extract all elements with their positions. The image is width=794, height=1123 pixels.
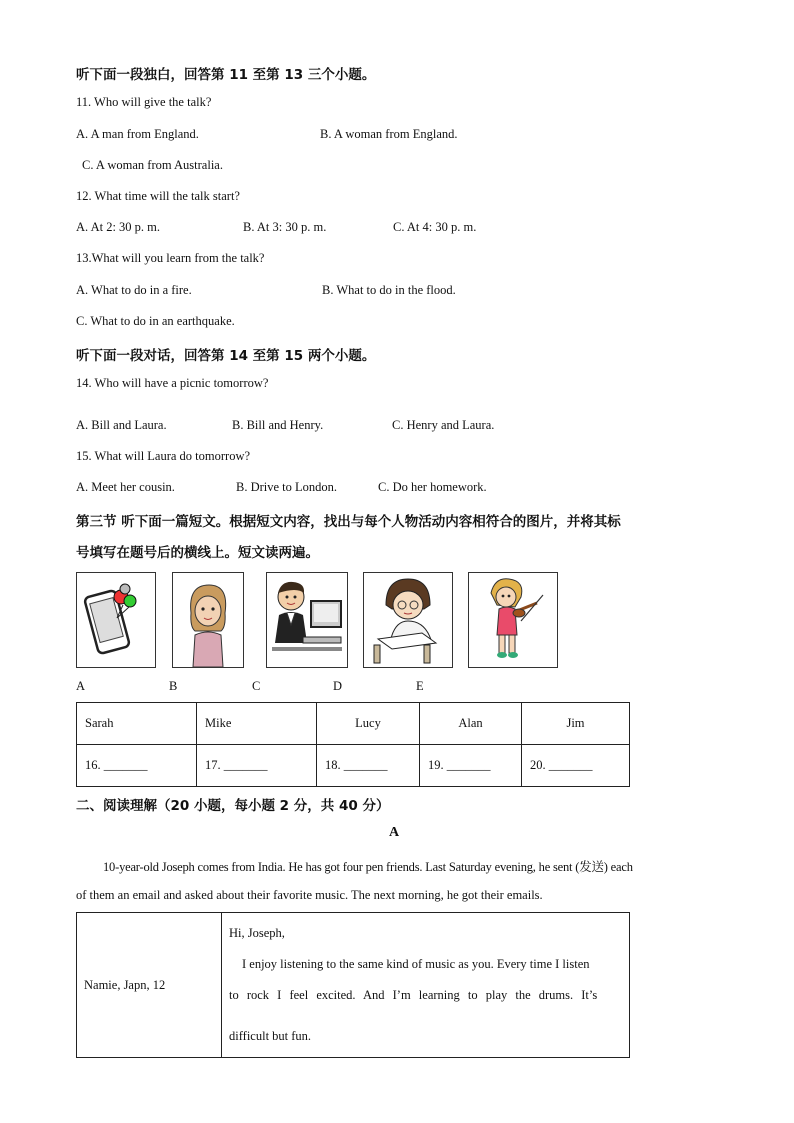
answer-blank[interactable]: 16. _______ (77, 745, 197, 787)
q15-option-b: B. Drive to London. (236, 480, 338, 494)
picture-b (172, 572, 244, 668)
answer-blank[interactable]: 19. _______ (420, 745, 522, 787)
name-cell: Sarah (77, 703, 197, 745)
email-table (76, 912, 630, 1058)
picture-c (266, 572, 348, 668)
section2-heading: 听下面一段对话，回答第 14 至第 15 两个小题。 (76, 348, 376, 364)
q15-stem: 15. What will Laura do tomorrow? (76, 449, 251, 463)
girl-playing-violin-icon (469, 573, 557, 667)
section3-heading-line2: 号填写在题号后的横线上。短文读两遍。 (76, 545, 319, 561)
q12-option-c: C. At 4: 30 p. m. (393, 220, 477, 234)
q12-option-b: B. At 3: 30 p. m. (243, 220, 327, 234)
name-cell: Mike (197, 703, 317, 745)
email-sender: Namie, Japn, 12 (77, 913, 222, 1058)
section3-heading-line1: 第三节 听下面一篇短文。根据短文内容，找出与每个人物活动内容相符合的图片，并将其标 (76, 514, 621, 530)
q14-stem: 14. Who will have a picnic tomorrow? (76, 376, 269, 390)
q14-option-a: A. Bill and Laura. (76, 418, 167, 432)
girl-writing-at-desk-icon (364, 573, 452, 667)
picture-label-c: C (252, 679, 261, 693)
q11-stem: 11. Who will give the talk? (76, 95, 212, 109)
email-line: to rock I feel excited. And I’m learning to play the drums. It’s (229, 988, 598, 1002)
passage-a-label: A (389, 825, 400, 840)
q13-option-b: B. What to do in the flood. (322, 283, 456, 297)
answer-blank[interactable]: 18. _______ (317, 745, 420, 787)
q12-stem: 12. What time will the talk start? (76, 189, 240, 203)
email-body (222, 913, 630, 1058)
picture-a (76, 572, 156, 668)
name-cell: Lucy (317, 703, 420, 745)
q13-stem: 13.What will you learn from the talk? (76, 251, 265, 265)
q11-option-a: A. A man from England. (76, 127, 199, 141)
picture-d (363, 572, 453, 668)
q11-option-c: C. A woman from Australia. (82, 158, 223, 172)
boy-at-computer-icon (267, 573, 347, 667)
q15-option-a: A. Meet her cousin. (76, 480, 175, 494)
section1-heading: 听下面一段独白，回答第 11 至第 13 三个小题。 (76, 67, 376, 83)
q15-option-c: C. Do her homework. (378, 480, 487, 494)
name-cell: Jim (522, 703, 630, 745)
girl-portrait-icon (173, 573, 243, 667)
email-line: I enjoy listening to the same kind of music as you. Every time I listen (242, 957, 590, 971)
phone-with-balloons-icon (77, 573, 155, 667)
picture-label-a: A (76, 679, 86, 693)
answer-blank[interactable]: 20. _______ (522, 745, 630, 787)
q14-option-c: C. Henry and Laura. (392, 418, 495, 432)
picture-e (468, 572, 558, 668)
email-greeting: Hi, Joseph, (229, 926, 285, 940)
passage-a-intro-line2: of them an email and asked about their favorite music. The next morning, he got their emails. (76, 888, 543, 902)
passage-a-intro-line1: 10-year-old Joseph comes from India. He has got four pen friends. Last Saturday evening, he sent (发送) each (103, 860, 633, 874)
q13-option-a: A. What to do in a fire. (76, 283, 192, 297)
q14-option-b: B. Bill and Henry. (232, 418, 324, 432)
picture-label-e: E (416, 679, 424, 693)
answer-blank[interactable]: 17. _______ (197, 745, 317, 787)
name-cell: Alan (420, 703, 522, 745)
picture-label-d: D (333, 679, 343, 693)
q12-option-a: A. At 2: 30 p. m. (76, 220, 161, 234)
match-table (76, 702, 630, 787)
email-line: difficult but fun. (229, 1029, 312, 1043)
part2-heading: 二、阅读理解（20 小题，每小题 2 分，共 40 分） (76, 798, 390, 814)
picture-label-b: B (169, 679, 178, 693)
q11-option-b: B. A woman from England. (320, 127, 458, 141)
q13-option-c: C. What to do in an earthquake. (76, 314, 235, 328)
